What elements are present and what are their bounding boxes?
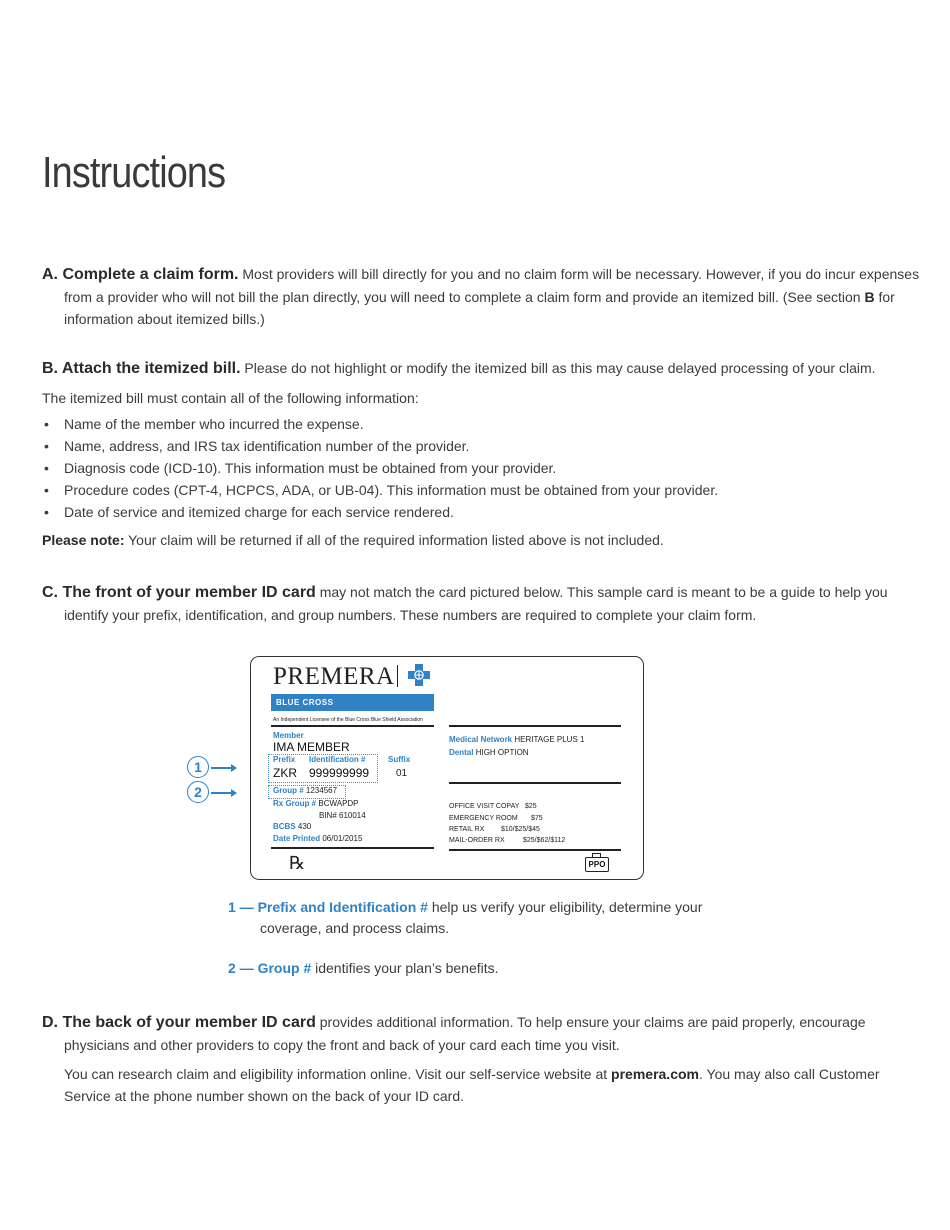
- prefix-label: Prefix: [273, 755, 296, 764]
- callout-note-1-label: 1 — Prefix and Identification #: [228, 899, 428, 915]
- callout-1-badge: 1: [187, 756, 209, 778]
- copay-amount: $75: [531, 815, 543, 822]
- suffix-value: 01: [396, 768, 408, 779]
- section-b: [42, 357, 910, 551]
- callout-1-arrow: [211, 767, 232, 769]
- divider: [449, 782, 621, 784]
- section-d-para2: You can research claim and eligibility information online. Visit our self-service website at: [64, 1066, 612, 1082]
- section-d-para2-end: . You may also call Customer Service at the phone number shown on the back of your ID card.: [64, 1066, 880, 1104]
- blue-cross-icon: [407, 663, 431, 687]
- date-label: Date Printed: [273, 834, 321, 843]
- network-label: Medical Network: [449, 735, 513, 744]
- callout-note-2-text: identifies your plan’s benefits.: [311, 960, 499, 976]
- section-d-heading: D. The back of your member ID card: [42, 1014, 316, 1031]
- list-item: • Date of service and itemized charge for each service rendered.: [42, 501, 910, 523]
- bin-value: BIN# 610014: [319, 811, 366, 820]
- network-value: HERITAGE PLUS 1: [514, 735, 585, 744]
- member-name: IMA MEMBER: [273, 740, 350, 754]
- list-item: • Diagnosis code (ICD-10). This information must be obtained from your provider.: [42, 457, 910, 479]
- copay-amount: $25: [525, 803, 537, 810]
- id-value: 999999999: [309, 766, 370, 780]
- note-label: Please note:: [42, 532, 125, 548]
- divider: [271, 725, 434, 727]
- section-d: [42, 1011, 910, 1107]
- bcbs-label: BCBS: [273, 822, 296, 831]
- dental-value: HIGH OPTION: [475, 748, 529, 757]
- callout-note-2-label: 2 — Group #: [228, 960, 312, 976]
- divider: [449, 849, 621, 851]
- callout-note-2: [228, 958, 728, 979]
- section-b-heading: B. Attach the itemized bill.: [42, 360, 241, 377]
- dental-label: Dental: [449, 748, 474, 757]
- callout-note-1: [228, 897, 760, 939]
- ppo-label: PPO: [585, 857, 609, 872]
- section-c: [42, 581, 932, 626]
- section-a-heading: A. Complete a claim form.: [42, 266, 239, 283]
- logo-divider: [397, 665, 398, 687]
- copay-name: RETAIL RX: [449, 826, 485, 833]
- callout-2-arrow: [211, 792, 232, 794]
- blue-cross-band: BLUE CROSS: [271, 694, 434, 711]
- member-label: Member: [273, 731, 304, 740]
- copay-row: [449, 837, 565, 844]
- bcbs-value: 430: [297, 822, 312, 831]
- arrow-head-icon: [231, 764, 237, 772]
- copay-row: [449, 803, 537, 810]
- section-c-text: may not match the card pictured below. This sample card is meant to be a guide to help you identify your prefix, identification, and group numbers. These numbers are required to complete your claim form.: [64, 584, 888, 623]
- copay-name: EMERGENCY ROOM: [449, 815, 518, 822]
- suffix-label: Suffix: [388, 755, 411, 764]
- copay-amount: $25/$62/$112: [523, 837, 566, 844]
- page-title: Instructions: [42, 148, 226, 197]
- section-d-text: provides additional information. To help ensure your claims are paid properly, encourage physicians and other providers to copy the front and back of your card each time you visit.: [64, 1014, 866, 1053]
- rx-symbol-icon: ℞: [289, 853, 306, 874]
- rx-group-value: BCWAPDP: [318, 799, 359, 808]
- arrow-head-icon: [231, 789, 237, 797]
- premera-logo: PREMERA: [273, 663, 395, 690]
- copay-name: OFFICE VISIT COPAY: [449, 803, 520, 810]
- date-value: 06/01/2015: [322, 834, 363, 843]
- note-text: Your claim will be returned if all of the required information listed above is not included.: [124, 532, 664, 548]
- section-a-ref: B: [864, 289, 875, 305]
- section-a-text-end: for information about itemized bills.): [64, 289, 895, 327]
- section-a: [42, 263, 932, 330]
- group-value: 1234567: [305, 786, 338, 795]
- divider: [271, 847, 434, 849]
- group-label: Group #: [273, 786, 304, 795]
- member-id-card: [250, 656, 644, 880]
- id-label: Identification #: [309, 755, 366, 764]
- list-item: • Name of the member who incurred the expense.: [42, 413, 910, 435]
- rx-group-label: Rx Group #: [273, 799, 317, 808]
- copay-amount: $10/$25/$45: [501, 826, 540, 833]
- section-c-heading: C. The front of your member ID card: [42, 584, 316, 601]
- list-item: • Procedure codes (CPT-4, HCPCS, ADA, or UB-04). This information must be obtained from your provider.: [42, 479, 910, 501]
- copay-name: MAIL-ORDER RX: [449, 837, 505, 844]
- callout-note-1-text: help us verify your eligibility, determine your coverage, and process claims.: [260, 899, 703, 936]
- section-b-text: Please do not highlight or modify the itemized bill as this may cause delayed processing of your claim.: [240, 360, 876, 376]
- copay-row: [449, 826, 540, 833]
- callout-2-badge: 2: [187, 781, 209, 803]
- copay-row: [449, 815, 543, 822]
- ppo-suitcase-icon: [585, 853, 607, 871]
- section-a-text: Most providers will bill directly for you and no claim form will be necessary. However, if you do incur expenses from a provider who will not bill the plan directly, you will need to complete a claim form and provide an itemized bill. (See section: [64, 266, 920, 305]
- required-info-list: [42, 413, 910, 523]
- section-b-intro: The itemized bill must contain all of the following information:: [42, 390, 419, 406]
- divider: [449, 725, 621, 727]
- website-link[interactable]: premera.com: [611, 1066, 699, 1082]
- prefix-value: ZKR: [273, 766, 297, 780]
- list-item: • Name, address, and IRS tax identification number of the provider.: [42, 435, 910, 457]
- licensee-text: An Independent Licensee of the Blue Cross Blue Shield Association: [273, 717, 423, 723]
